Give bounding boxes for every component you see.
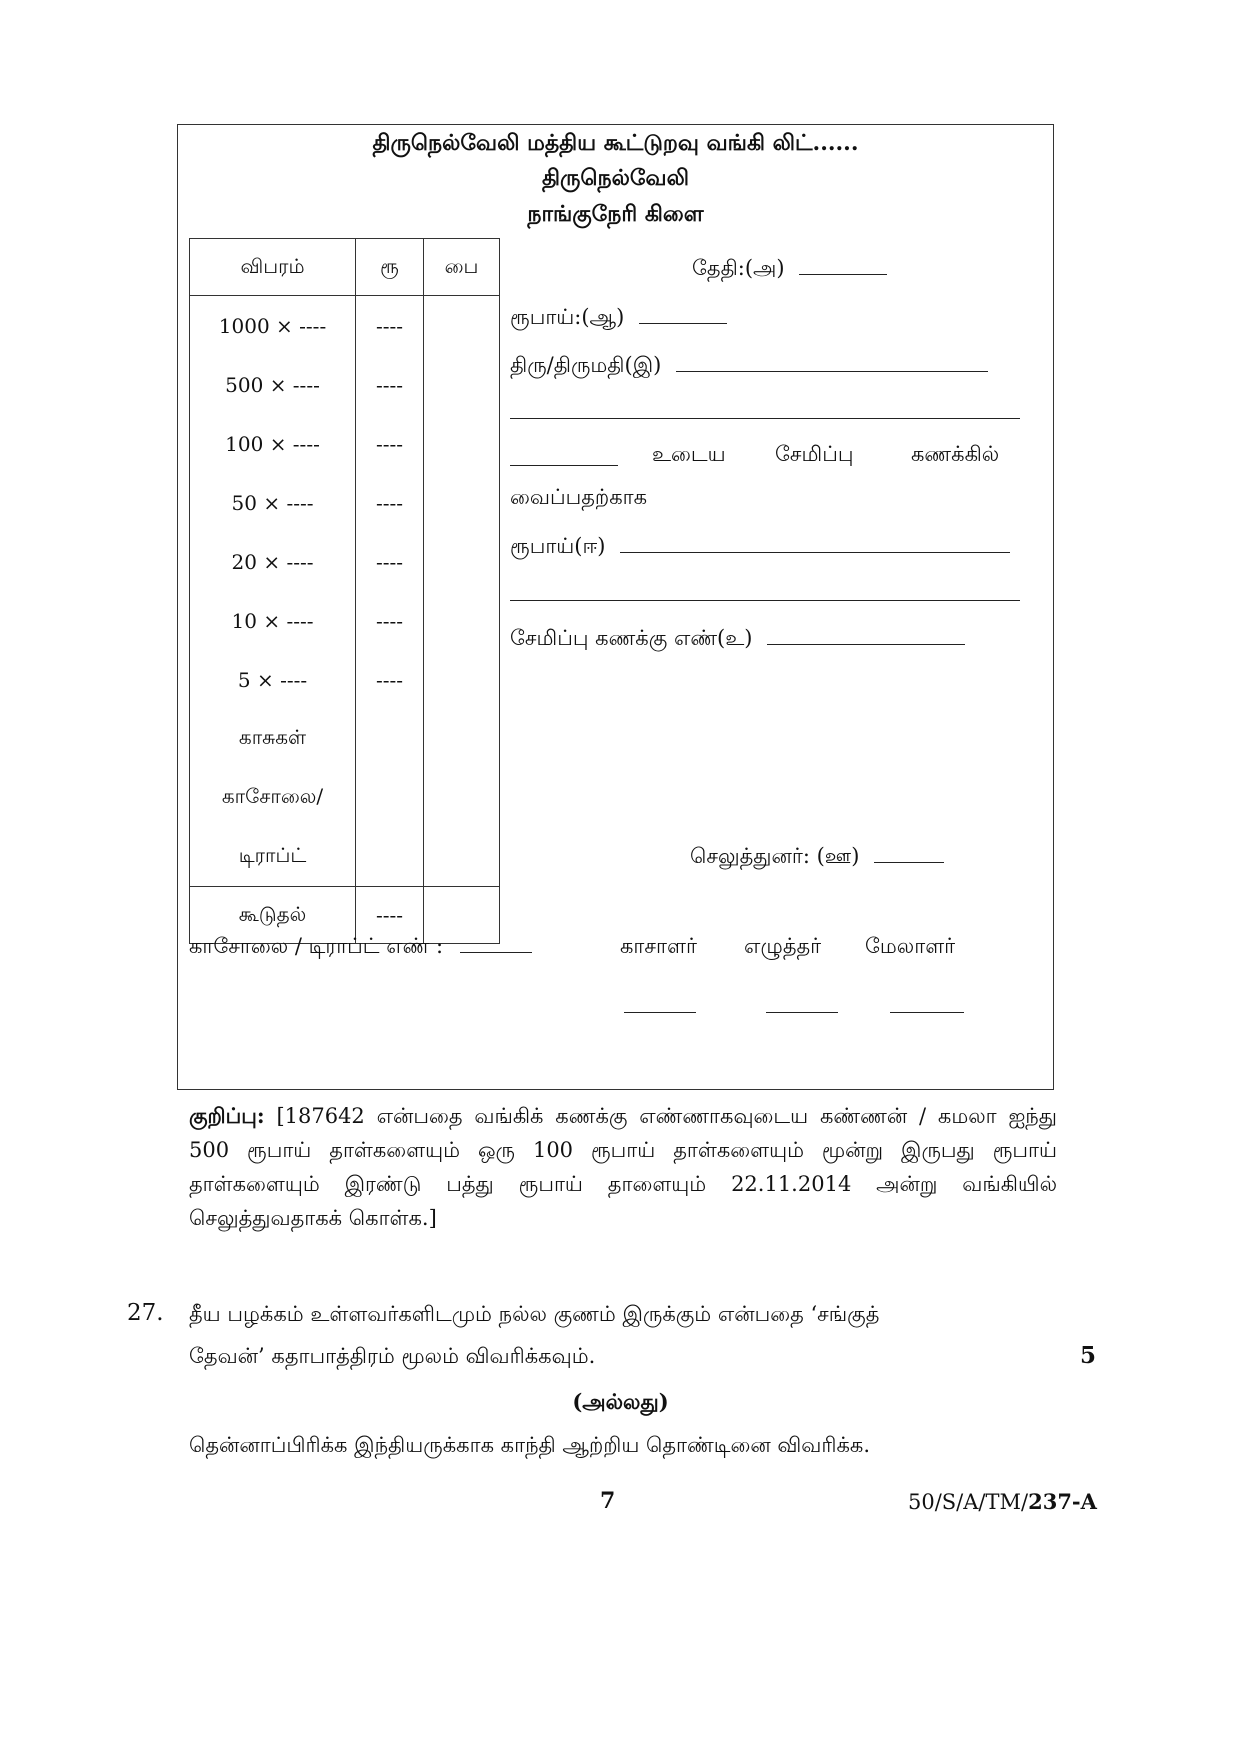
row-label: 20 × ----	[190, 532, 356, 591]
bank-city: திருநெல்வேலி	[542, 165, 689, 191]
row-rupees: ----	[356, 473, 424, 532]
account-number-blank[interactable]	[767, 643, 965, 645]
table-row	[190, 768, 500, 827]
question-marks: 5	[1080, 1342, 1097, 1369]
depositor-label: செலுத்துனர்: (ஊ)	[690, 844, 860, 868]
name-field	[510, 353, 988, 380]
cheque-draft-field	[189, 934, 532, 961]
total-label: கூடுதல்	[190, 887, 356, 944]
header-paise: பை	[424, 239, 500, 296]
row-label: 10 × ----	[190, 591, 356, 650]
account-number-field	[510, 626, 965, 653]
clerk-label: எழுத்தர்	[744, 934, 822, 958]
cashier-signature-line[interactable]	[624, 1012, 696, 1013]
row-rupees: ----	[356, 532, 424, 591]
table-row	[190, 532, 500, 591]
row-paise	[424, 591, 500, 650]
row-label: காசுகள்	[190, 709, 356, 768]
row-paise	[424, 650, 500, 709]
note-text: [187642 என்பதை வங்கிக் கணக்கு எண்ணாகவுடைய கண்ணன் / கமலா ஐந்து 500 ரூபாய் தாள்களையும் ஒரு 100 ரூபாய் தாள்களையும் மூன்று இருபது ரூபாய் தாள்களையும் இரண்டு பத்து ரூபாய் தாளையும் 22.11.2014 அன்று வங்கியில் செலுத்துவதாகக் கொள்க.]	[189, 1104, 1057, 1230]
row-paise	[424, 414, 500, 473]
paper-code	[908, 1489, 1097, 1514]
table-header-row	[190, 239, 500, 296]
row-paise	[424, 768, 500, 827]
row-rupees	[356, 827, 424, 887]
row-paise	[424, 532, 500, 591]
or-label: (அல்லது)	[572, 1389, 669, 1414]
row-label: 100 × ----	[190, 414, 356, 473]
page-number: 7	[600, 1488, 616, 1514]
table-row	[190, 827, 500, 887]
note-paragraph	[189, 1099, 1057, 1235]
cheque-draft-blank[interactable]	[460, 951, 532, 953]
rupees-a-blank[interactable]	[639, 322, 727, 324]
row-rupees: ----	[356, 650, 424, 709]
row-label: 50 × ----	[190, 473, 356, 532]
row-label: 5 × ----	[190, 650, 356, 709]
table-row	[190, 414, 500, 473]
table-row	[190, 650, 500, 709]
cashier-label: காசாளர்	[620, 934, 697, 958]
account-number-label: சேமிப்பு கணக்கு எண்(உ)	[510, 626, 753, 650]
row-label: 1000 × ----	[190, 296, 356, 356]
depositor-field	[690, 844, 944, 871]
depositor-blank[interactable]	[874, 861, 944, 863]
table-row	[190, 473, 500, 532]
rupees-continuation-line[interactable]	[510, 600, 1020, 601]
name-continuation-line[interactable]	[510, 418, 1020, 419]
row-paise	[424, 355, 500, 414]
semippu-text: சேமிப்பு	[775, 442, 854, 466]
table-row	[190, 355, 500, 414]
name-blank[interactable]	[676, 370, 988, 372]
manager-signature-line[interactable]	[890, 1012, 964, 1013]
row-rupees: ----	[356, 591, 424, 650]
rupees-e-field	[510, 534, 1010, 561]
udaiya-text: உடைய	[652, 442, 726, 466]
alternative-question: தென்னாப்பிரிக்க இந்தியருக்காக காந்தி ஆற்றிய தொண்டினை விவரிக்க.	[189, 1433, 871, 1457]
note-title: குறிப்பு:	[189, 1103, 265, 1128]
header-rupees: ரூ	[356, 239, 424, 296]
total-rupees: ----	[356, 887, 424, 944]
row-rupees: ----	[356, 355, 424, 414]
cheque-draft-label: காசோலை / டிராப்ட் எண் :	[189, 934, 444, 958]
account-holder-blank[interactable]	[510, 465, 618, 466]
row-rupees	[356, 709, 424, 768]
bank-branch: நாங்குநேரி கிளை	[527, 201, 704, 227]
row-rupees: ----	[356, 296, 424, 356]
question-number: 27.	[127, 1300, 164, 1326]
row-paise	[424, 827, 500, 887]
table-row	[190, 591, 500, 650]
question-line-1: தீய பழக்கம் உள்ளவர்களிடமும் நல்ல குணம் இருக்கும் என்பதை ‘சங்குத்	[189, 1302, 880, 1326]
manager-label: மேலாளர்	[865, 934, 956, 958]
table-row	[190, 296, 500, 356]
rupees-a-field	[510, 305, 727, 332]
header-details: விபரம்	[190, 239, 356, 296]
date-field	[692, 256, 887, 283]
row-label: டிராப்ட்	[190, 827, 356, 887]
rupees-e-label: ரூபாய்(ஈ)	[510, 534, 606, 558]
denomination-table	[189, 238, 500, 944]
clerk-signature-line[interactable]	[766, 1012, 838, 1013]
paper-code-suffix: 237-A	[1028, 1489, 1097, 1514]
vaippatharkaaga-text: வைப்பதற்காக	[510, 485, 648, 509]
row-paise	[424, 473, 500, 532]
date-label: தேதி:(அ)	[692, 256, 785, 280]
date-blank[interactable]	[799, 273, 887, 275]
row-label: 500 × ----	[190, 355, 356, 414]
row-paise	[424, 709, 500, 768]
bank-name: திருநெல்வேலி மத்திய கூட்டுறவு வங்கி லிட்......	[372, 130, 859, 156]
question-line-2: தேவன்’ கதாபாத்திரம் மூலம் விவரிக்கவும்.	[189, 1344, 596, 1368]
row-paise	[424, 296, 500, 356]
row-label: காசோலை/	[190, 768, 356, 827]
row-rupees: ----	[356, 414, 424, 473]
table-row	[190, 709, 500, 768]
kanakkil-text: கணக்கில்	[911, 442, 1000, 466]
row-rupees	[356, 768, 424, 827]
rupees-e-blank[interactable]	[620, 551, 1010, 553]
rupees-a-label: ரூபாய்:(ஆ)	[510, 305, 625, 329]
name-label: திரு/திருமதி(இ)	[510, 353, 662, 377]
paper-code-prefix: 50/S/A/TM/	[908, 1490, 1029, 1514]
